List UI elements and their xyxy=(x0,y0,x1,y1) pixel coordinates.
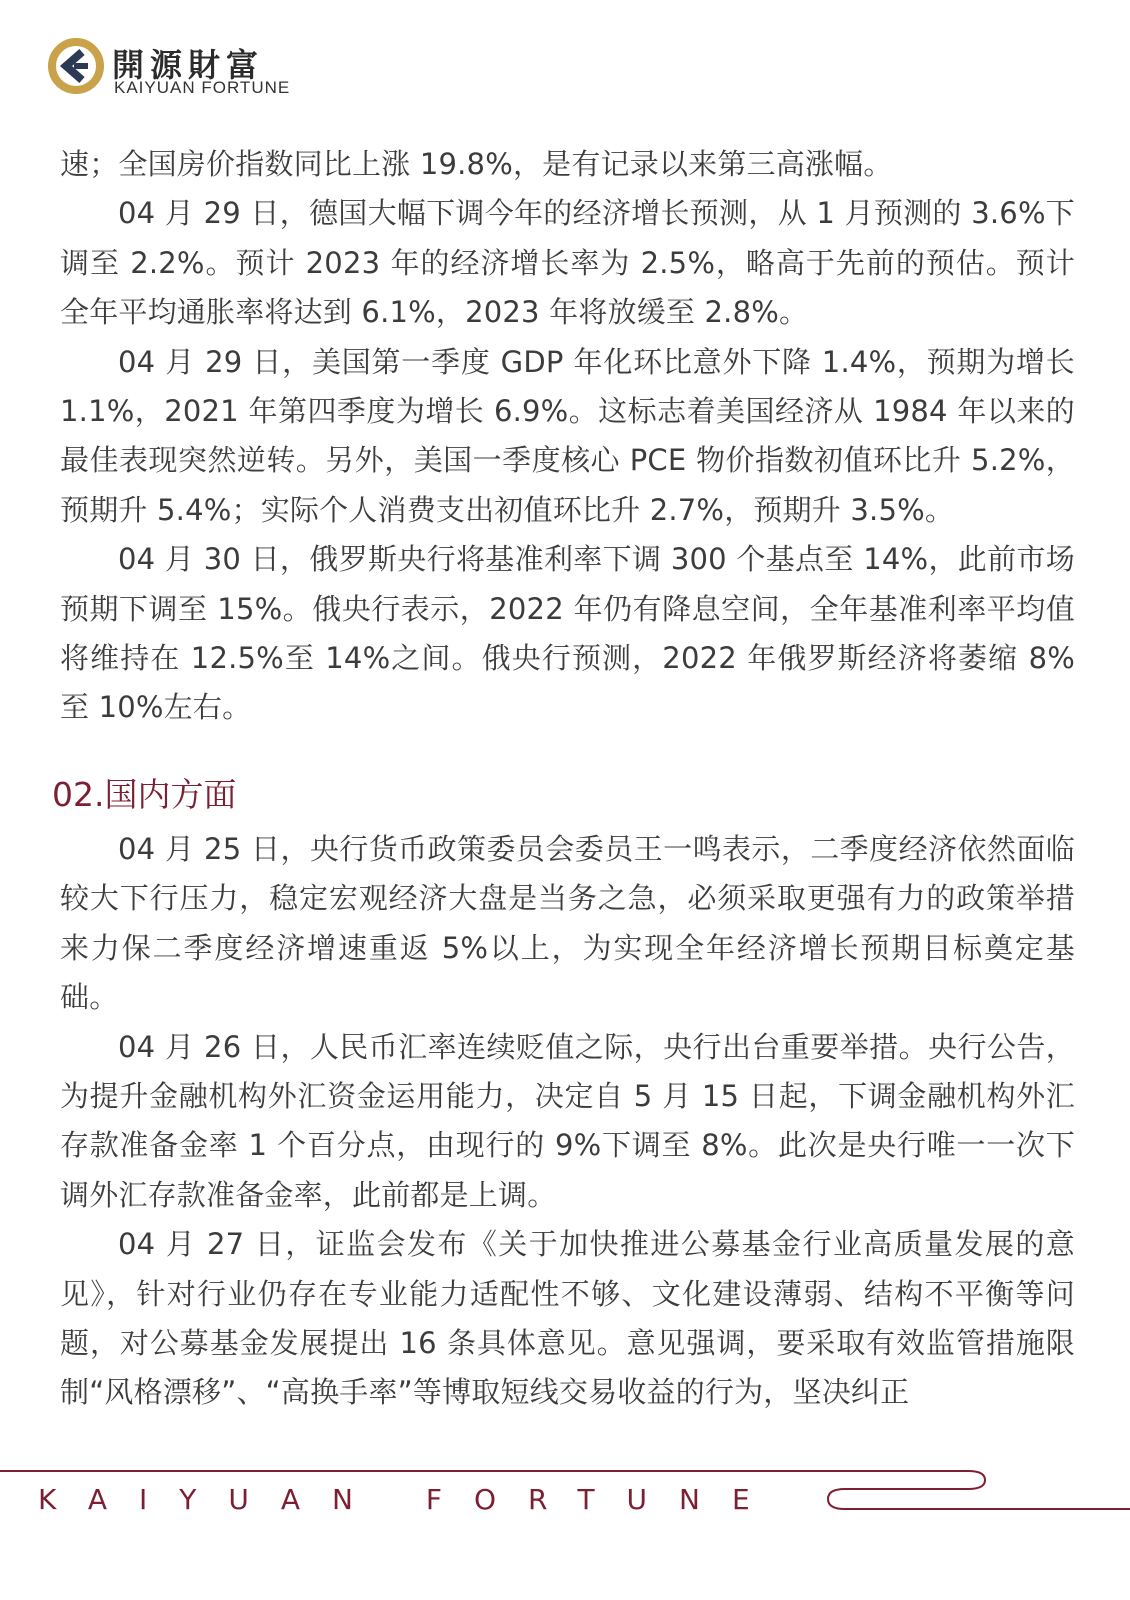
paragraph-intl-2: 04 月 29 日，德国大幅下调今年的经济增长预测，从 1 月预测的 3.6%下调至 2.2%。预计 2023 年的经济增长率为 2.5%，略高于先前的预估。预计全年平均通胀率将达到 6.1%，2023 年将放缓至 2.8%。 xyxy=(60,196,1075,330)
paragraph-intl-4: 04 月 30 日，俄罗斯央行将基准利率下调 300 个基点至 14%，此前市场预期下调至 15%。俄央行表示，2022 年仍有降息空间，全年基准利率平均值将维持在 12.5%至 14%之间。俄央行预测，2022 年俄罗斯经济将萎缩 8%至 10%左右。 xyxy=(60,542,1075,725)
paragraph-intl-1: 速；全国房价指数同比上涨 19.8%，是有记录以来第三高涨幅。 xyxy=(60,147,893,181)
brand-name-english: KAIYUAN FORTUNE xyxy=(114,78,291,97)
brand-name-chinese: 開源財富 xyxy=(112,46,265,84)
page-footer xyxy=(0,1465,1130,1545)
paragraph-domestic-3: 04 月 27 日，证监会发布《关于加快推进公募基金行业高质量发展的意见》，针对行业仍存在专业能力适配性不够、文化建设薄弱、结构不平衡等问题，对公募基金发展提出 16 条具体意见。意见强调，要采取有效监管措施限制“风格漂移”、“高换手率”等博取短线交易收益的行为，坚决纠正 xyxy=(60,1227,1075,1410)
paragraph-domestic-1: 04 月 25 日，央行货币政策委员会委员王一鸣表示，二季度经济依然面临较大下行压力，稳定宏观经济大盘是当务之急，必须采取更强有力的政策举措来力保二季度经济增速重返 5%以上，为实现全年经济增长预期目标奠定基础。 xyxy=(60,831,1075,1015)
paragraph-domestic-2: 04 月 26 日，人民币汇率连续贬值之际，央行出台重要举措。央行公告，为提升金融机构外汇资金运用能力，决定自 5 月 15 日起，下调金融机构外汇存款准备金率 1 个百分点，由现行的 9%下调至 8%。此次是央行唯一一次下调外汇存款准备金率，此前都是上调。 xyxy=(60,1029,1075,1212)
paragraph-intl-3: 04 月 29 日，美国第一季度 GDP 年化环比意外下降 1.4%，预期为增长 1.1%，2021 年第四季度为增长 6.9%。这标志着美国经济从 1984 年以来的最佳表现突然逆转。另外，美国一季度核心 PCE 物价指数初值环比升 5.2%，预期升 5.4%；实际个人消费支出初值环比升 2.7%，预期升 3.5%。 xyxy=(60,344,1075,527)
article-body xyxy=(52,140,1075,1418)
kaiyuan-logo-icon xyxy=(48,38,104,94)
page-header xyxy=(48,38,448,108)
footer-brand-text: KAIYUAN FORTUNE xyxy=(38,1483,782,1516)
section-title-domestic: 02.国内方面 xyxy=(52,774,237,814)
